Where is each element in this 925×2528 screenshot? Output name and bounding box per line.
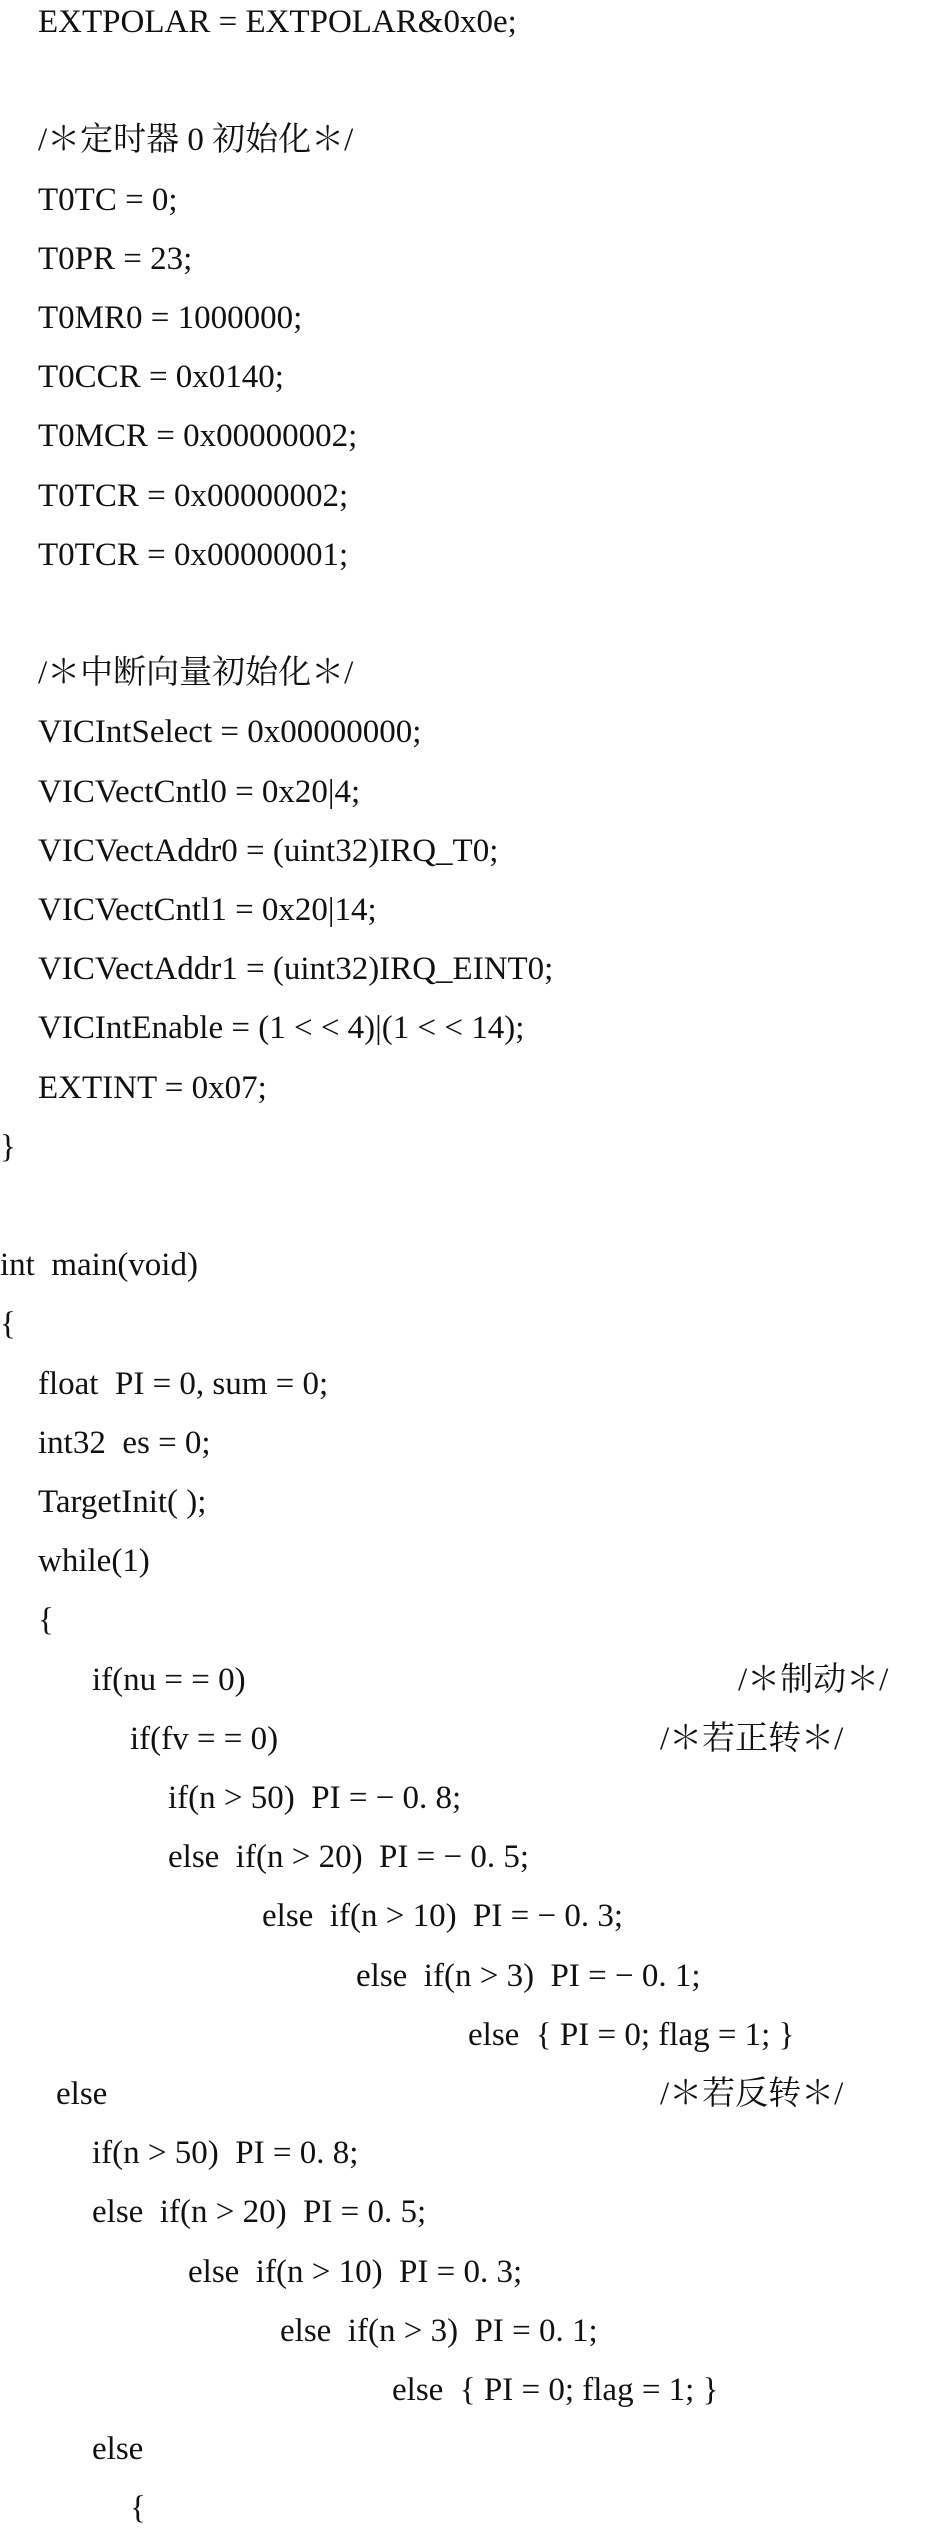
code-line: else if(n > 20) PI = − 0. 5;	[168, 1839, 530, 1875]
code-line: EXTPOLAR = EXTPOLAR&0x0e;	[38, 4, 517, 40]
code-line: else	[56, 2076, 108, 2112]
code-line: else if(n > 20) PI = 0. 5;	[92, 2194, 427, 2230]
code-line: VICIntSelect = 0x00000000;	[38, 714, 422, 750]
code-line: else if(n > 3) PI = − 0. 1;	[356, 1958, 701, 1994]
code-line: else if(n > 10) PI = 0. 3;	[188, 2254, 523, 2290]
code-line: T0TCR = 0x00000001;	[38, 537, 349, 573]
code-line: {	[38, 1602, 54, 1638]
code-line: {	[130, 2490, 146, 2526]
code-line: if(n > 50) PI = 0. 8;	[92, 2135, 359, 2171]
code-line: VICVectAddr1 = (uint32)IRQ_EINT0;	[38, 951, 554, 987]
code-line: T0MR0 = 1000000;	[38, 300, 303, 336]
code-comment: /＊制动＊/	[738, 1662, 889, 1698]
code-line: if(nu = = 0)	[92, 1662, 246, 1698]
code-line: TargetInit( );	[38, 1484, 207, 1520]
code-line: T0TCR = 0x00000002;	[38, 478, 349, 514]
code-comment: /＊若正转＊/	[660, 1721, 844, 1757]
code-line: while(1)	[38, 1543, 150, 1579]
code-comment: /＊若反转＊/	[660, 2076, 844, 2112]
code-line: int main(void)	[0, 1247, 198, 1283]
code-line: VICVectCntl0 = 0x20|4;	[38, 774, 361, 810]
code-line: /＊定时器 0 初始化＊/	[38, 122, 354, 158]
code-line: }	[0, 1129, 16, 1165]
code-line: {	[0, 1306, 16, 1342]
code-line: else if(n > 10) PI = − 0. 3;	[262, 1898, 624, 1934]
code-line: T0PR = 23;	[38, 241, 193, 277]
code-line: T0MCR = 0x00000002;	[38, 418, 358, 454]
code-line: VICVectAddr0 = (uint32)IRQ_T0;	[38, 833, 499, 869]
code-line: T0TC = 0;	[38, 182, 178, 218]
code-line: EXTINT = 0x07;	[38, 1070, 267, 1106]
code-line: float PI = 0, sum = 0;	[38, 1366, 329, 1402]
code-line: else if(n > 3) PI = 0. 1;	[280, 2313, 598, 2349]
code-line: else { PI = 0; flag = 1; }	[468, 2017, 795, 2053]
code-line: VICIntEnable = (1 < < 4)|(1 < < 14);	[38, 1010, 525, 1046]
code-line: if(n > 50) PI = − 0. 8;	[168, 1780, 462, 1816]
code-line: else { PI = 0; flag = 1; }	[392, 2372, 719, 2408]
code-line: int32 es = 0;	[38, 1425, 211, 1461]
code-line: if(fv = = 0)	[130, 1721, 279, 1757]
code-line: T0CCR = 0x0140;	[38, 359, 284, 395]
code-line: VICVectCntl1 = 0x20|14;	[38, 892, 377, 928]
code-line: /＊中断向量初始化＊/	[38, 655, 354, 691]
code-line: else	[92, 2431, 144, 2467]
